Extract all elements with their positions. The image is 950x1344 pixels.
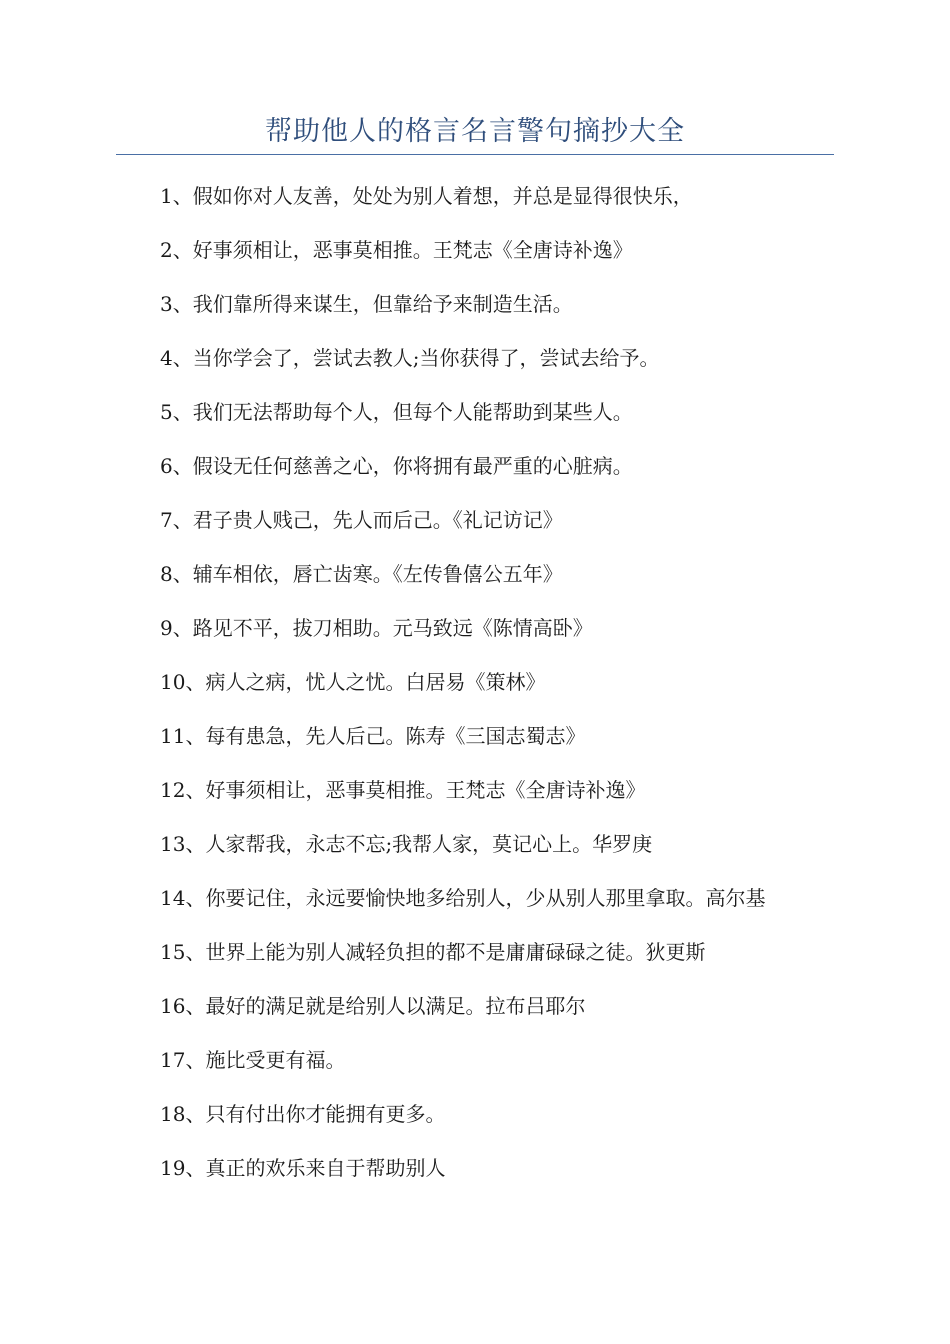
quote-item-6: 6、假设无任何慈善之心，你将拥有最严重的心脏病。 [160,454,633,478]
quote-item-4: 4、当你学会了，尝试去教人;当你获得了，尝试去给予。 [160,346,660,370]
quote-item-1: 1、假如你对人友善，处处为别人着想，并总是显得很快乐， [160,184,693,208]
quote-item-12: 12、好事须相让，恶事莫相推。王梵志《全唐诗补逸》 [160,778,646,802]
quote-item-10: 10、病人之病，忧人之忧。白居易《策林》 [160,670,546,694]
quote-item-5: 5、我们无法帮助每个人，但每个人能帮助到某些人。 [160,400,633,424]
quote-item-2: 2、好事须相让，恶事莫相推。王梵志《全唐诗补逸》 [160,238,633,262]
quote-item-3: 3、我们靠所得来谋生，但靠给予来制造生活。 [160,292,573,316]
quote-item-14: 14、你要记住，永远要愉快地多给别人，少从别人那里拿取。高尔基 [160,886,766,910]
title-underline [116,154,834,155]
quote-item-16: 16、最好的满足就是给别人以满足。拉布吕耶尔 [160,994,586,1018]
quote-item-8: 8、辅车相依，唇亡齿寒。《左传鲁僖公五年》 [160,562,563,586]
quote-item-13: 13、人家帮我，永志不忘;我帮人家，莫记心上。华罗庚 [160,832,653,856]
document-title: 帮助他人的格言名言警句摘抄大全 [265,116,685,147]
quote-item-7: 7、君子贵人贱己，先人而后己。《礼记访记》 [160,508,563,532]
quote-item-17: 17、施比受更有福。 [160,1048,346,1072]
quote-item-19: 19、真正的欢乐来自于帮助别人 [160,1156,446,1180]
quote-item-15: 15、世界上能为别人减轻负担的都不是庸庸碌碌之徒。狄更斯 [160,940,706,964]
quote-item-9: 9、路见不平，拔刀相助。元马致远《陈情高卧》 [160,616,593,640]
quote-list [160,176,850,1202]
quote-item-11: 11、每有患急，先人后己。陈寿《三国志蜀志》 [160,724,586,748]
quote-item-18: 18、只有付出你才能拥有更多。 [160,1102,446,1126]
